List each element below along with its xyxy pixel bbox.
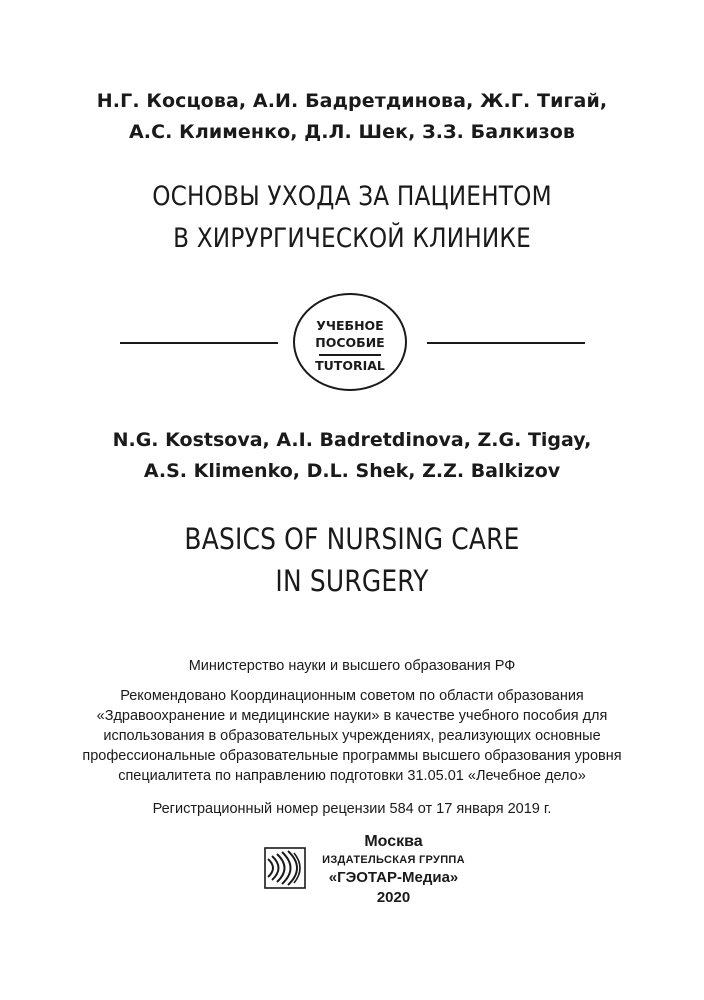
book-title-ru <box>49 176 654 260</box>
authors-en <box>0 425 704 487</box>
authors-ru-line: Н.Г. Косцова, А.И. Бадретдинова, Ж.Г. Тигай, <box>96 90 608 112</box>
publisher-city: Москва <box>364 833 423 850</box>
recommendation-line: Рекомендовано Координационным советом по области образования <box>120 688 584 704</box>
authors-en-line: N.G. Kostsova, A.I. Badretdinova, Z.G. Tigay, <box>112 429 592 451</box>
divider-left <box>120 342 278 344</box>
publisher-block <box>258 832 488 906</box>
recommendation-text <box>40 686 664 786</box>
book-title-en-line: IN SURGERY <box>275 564 429 598</box>
authors-ru <box>0 86 704 148</box>
book-title-en <box>49 518 654 602</box>
badge-line-1: УЧЕБНОЕ <box>316 318 384 333</box>
badge-line-3: TUTORIAL <box>315 358 385 373</box>
authors-en-line: A.S. Klimenko, D.L. Shek, Z.Z. Balkizov <box>143 460 561 482</box>
recommendation-line: использования в образовательных учреждениях, реализующих основные <box>103 728 601 744</box>
book-title-ru-line: ОСНОВЫ УХОДА ЗА ПАЦИЕНТОМ <box>152 181 552 212</box>
publisher-group: ИЗДАТЕЛЬСКАЯ ГРУППА <box>322 854 465 866</box>
registration-line: Регистрационный номер рецензии 584 от 17 января 2019 г. <box>152 801 552 817</box>
ministry-line: Министерство науки и высшего образования РФ <box>188 658 516 674</box>
recommendation-line: «Здравоохранение и медицинские науки» в качестве учебного пособия для <box>96 708 608 724</box>
badge-separator <box>319 354 381 356</box>
tutorial-badge <box>293 293 407 391</box>
badge-line-2: ПОСОБИЕ <box>315 335 385 350</box>
book-title-ru-line: В ХИРУРГИЧЕСКОЙ КЛИНИКЕ <box>173 223 531 254</box>
publisher-name: «ГЭОТАР-Медиа» <box>328 869 459 886</box>
recommendation-line: специалитета по направлению подготовки 31.05.01 «Лечебное дело» <box>118 768 586 784</box>
authors-ru-line: А.С. Клименко, Д.Л. Шек, З.З. Балкизов <box>128 121 575 143</box>
geotar-logo-icon <box>264 847 306 889</box>
divider-right <box>427 342 585 344</box>
publisher-text <box>306 832 481 908</box>
publication-year: 2020 <box>376 889 411 906</box>
book-title-en-line: BASICS OF NURSING CARE <box>184 522 520 556</box>
recommendation-line: профессиональные образовательные программы высшего образования уровня <box>82 748 622 764</box>
